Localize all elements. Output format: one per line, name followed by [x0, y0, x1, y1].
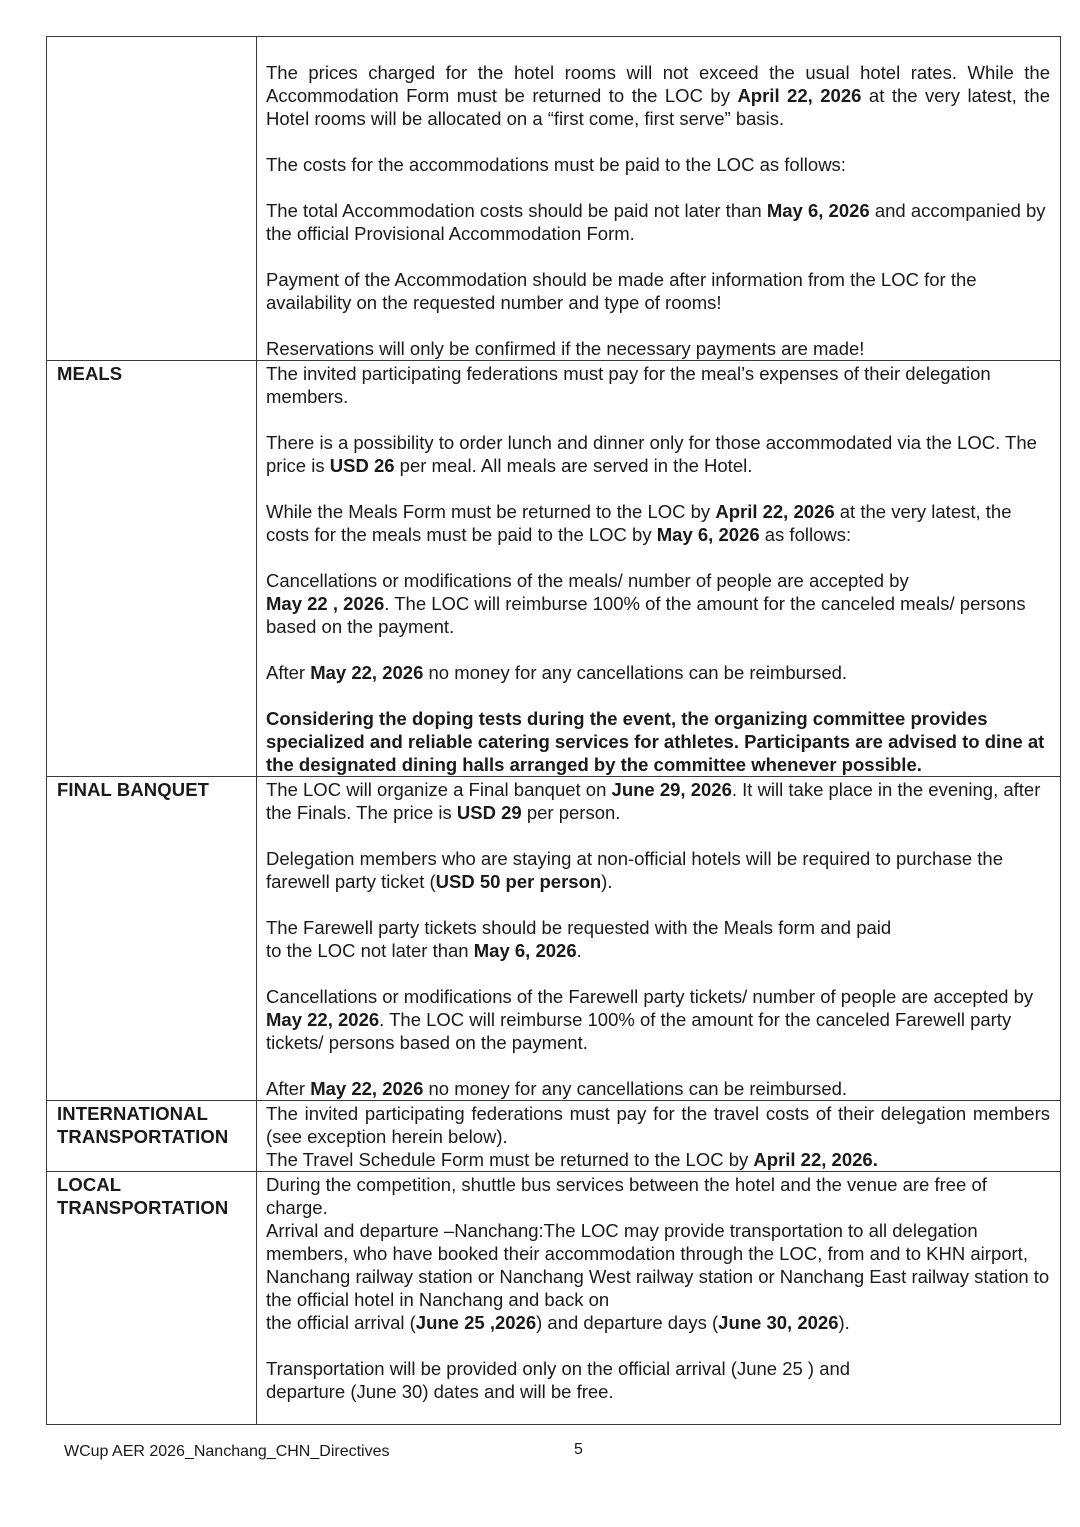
meals-paragraph-4: Cancellations or modifications of the meals/ number of people are accepted by May 22 , 2026. The LOC will reimburse 100% of the amount for the canceled meals/ persons based on the payment.: [266, 570, 1026, 637]
intl-transport-paragraph-1: The invited participating federations must pay for the travel costs of their delegation members (see exception herein below).: [266, 1103, 1050, 1147]
banquet-paragraph-4: Cancellations or modifications of the Farewell party tickets/ number of people are accepted by May 22, 2026. The LOC will reimburse 100% of the amount for the canceled Farewell party tickets/ persons based on the payment.: [266, 986, 1034, 1053]
row-accommodation: [47, 37, 1061, 361]
banquet-paragraph-3: The Farewell party tickets should be requested with the Meals form and paid to the LOC not later than May 6, 2026.: [266, 917, 892, 961]
accommodation-label-cell: [47, 37, 257, 361]
footer-document-name: WCup AER 2026_Nanchang_CHN_Directives: [64, 1443, 390, 1460]
row-meals: [47, 361, 1061, 777]
accommodation-label: [47, 37, 256, 38]
footer-page-number: 5: [574, 1441, 583, 1458]
local-transport-label: LOCAL TRANSPORTATION: [57, 1174, 229, 1218]
local-transport-label-cell: [47, 1172, 257, 1425]
accommodation-paragraph-2: The costs for the accommodations must be paid to the LOC as follows:: [266, 154, 846, 175]
banquet-paragraph-1: The LOC will organize a Final banquet on June 29, 2026. It will take place in the evening, after the Finals. The price is USD 29 per person.: [266, 779, 1041, 823]
banquet-label-cell: [47, 777, 257, 1101]
accommodation-body-cell: [257, 37, 1061, 361]
meals-paragraph-2: There is a possibility to order lunch and dinner only for those accommodated via the LOC. The price is USD 26 per meal. All meals are served in the Hotel.: [266, 432, 1037, 476]
local-transport-paragraph-2: Arrival and departure –Nanchang:The LOC may provide transportation to all delegation members, who have booked their accommodation through the LOC, from and to KHN airport, Nanchang railway station or Nanchang West railway station or Nanchang East railway station to the official hotel in Nanchang and back on the official arrival (June 25 ,2026) and departure days (June 30, 2026).: [266, 1220, 1050, 1333]
meals-paragraph-3: While the Meals Form must be returned to the LOC by April 22, 2026 at the very latest, the costs for the meals must be paid to the LOC by May 6, 2026 as follows:: [266, 501, 1012, 545]
row-final-banquet: [47, 777, 1061, 1101]
meals-label-cell: [47, 361, 257, 777]
banquet-body-cell: [257, 777, 1061, 1101]
banquet-paragraph-2: Delegation members who are staying at non-official hotels will be required to purchase the farewell party ticket (USD 50 per person).: [266, 848, 1003, 892]
intl-transport-body-cell: [257, 1101, 1061, 1172]
accommodation-paragraph-4: Payment of the Accommodation should be made after information from the LOC for the availability on the requested number and type of rooms!: [266, 269, 977, 313]
local-transport-body-cell: [257, 1172, 1061, 1425]
banquet-label: FINAL BANQUET: [57, 779, 210, 800]
meals-paragraph-1: The invited participating federations must pay for the meal’s expenses of their delegation members.: [266, 363, 991, 407]
meals-body-cell: [257, 361, 1061, 777]
accommodation-paragraph-5: Reservations will only be confirmed if the necessary payments are made!: [266, 338, 865, 359]
banquet-paragraph-5: After May 22, 2026 no money for any cancellations can be reimbursed.: [266, 1078, 848, 1099]
intl-transport-label-cell: [47, 1101, 257, 1172]
intl-transport-label: INTERNATIONAL TRANSPORTATION: [57, 1103, 229, 1147]
local-transport-paragraph-1: During the competition, shuttle bus services between the hotel and the venue are free of charge.: [266, 1174, 987, 1218]
meals-paragraph-5: After May 22, 2026 no money for any cancellations can be reimbursed.: [266, 662, 848, 683]
meals-label: MEALS: [57, 363, 123, 384]
directives-table: [46, 36, 1061, 1425]
accommodation-paragraph-1: The prices charged for the hotel rooms will not exceed the usual hotel rates. While the Accommodation Form must be returned to the LOC by April 22, 2026 at the very latest, the Hotel rooms will be allocated on a “first come, first serve” basis.: [266, 62, 1051, 129]
row-local-transportation: [47, 1172, 1061, 1425]
accommodation-paragraph-3: The total Accommodation costs should be paid not later than May 6, 2026 and accompanied by the official Provisional Accommodation Form.: [266, 200, 1046, 244]
row-international-transportation: [47, 1101, 1061, 1172]
local-transport-paragraph-3: Transportation will be provided only on the official arrival (June 25 ) and departure (June 30) dates and will be free.: [266, 1358, 851, 1402]
intl-transport-paragraph-2: The Travel Schedule Form must be returned to the LOC by April 22, 2026.: [266, 1149, 878, 1170]
meals-doping-notice: Considering the doping tests during the event, the organizing committee provides specialized and reliable catering services for athletes. Participants are advised to dine at the designated dining halls arranged by the committee whenever possible.: [266, 708, 1045, 775]
